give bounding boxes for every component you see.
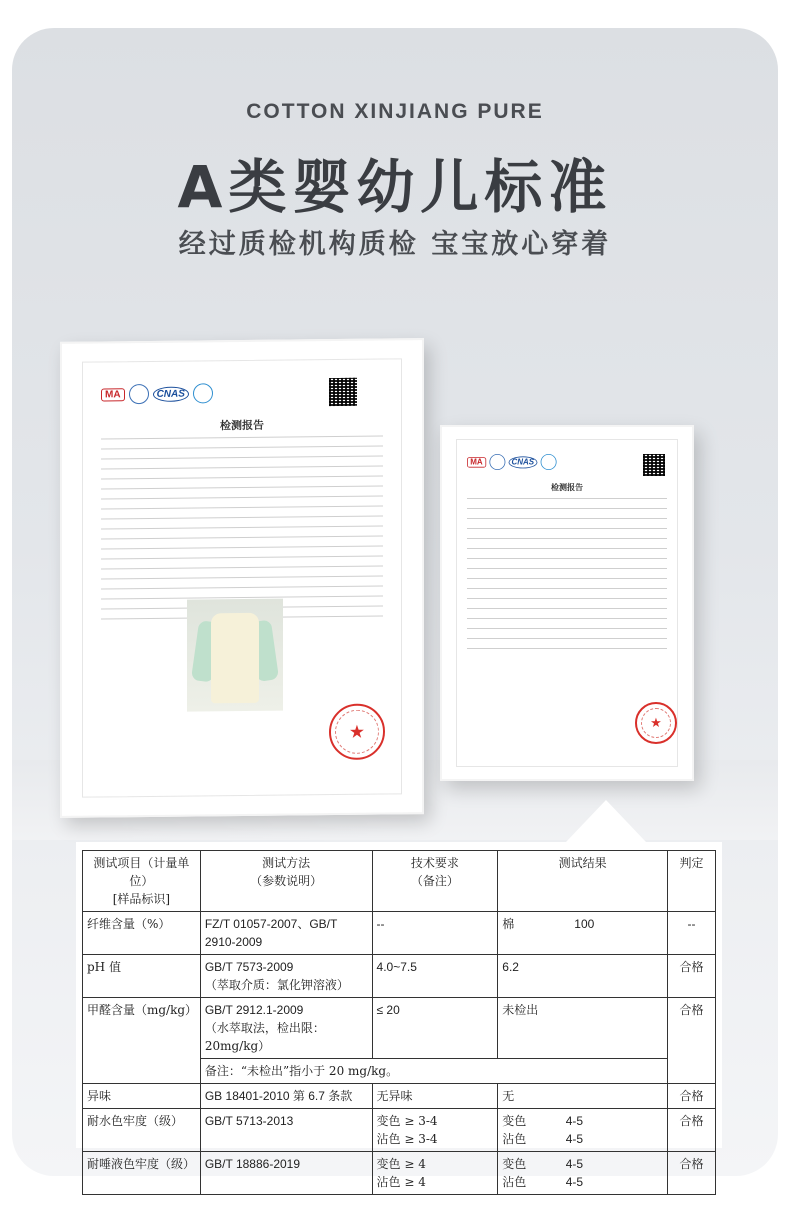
row-saliva-result: 变色 4-5 沾色 4-5 (498, 1152, 668, 1195)
table-header-row (83, 851, 716, 912)
row-formaldehyde-requirement: ≤ 20 (372, 998, 498, 1059)
header-verdict: 判定 (668, 851, 716, 912)
row-odor-requirement: 无异味 (372, 1084, 498, 1109)
report-table-lines (467, 498, 667, 658)
header-test-item: 测试项目（计量单位） [样品标识] (83, 851, 201, 912)
row-saliva-item: 耐唾液色牢度（级） (83, 1152, 201, 1195)
row-formaldehyde-verdict: 合格 (668, 998, 716, 1084)
header-test-method: 测试方法 （参数说明） (200, 851, 372, 912)
table-row (83, 1152, 716, 1195)
accreditation-badge-icon (193, 383, 213, 403)
page-title: A类婴幼儿标准 (177, 153, 613, 221)
header-requirement: 技术要求 （备注） (372, 851, 498, 912)
row-odor-result: 无 (498, 1084, 668, 1109)
report-title-small: 检测报告 (551, 482, 583, 492)
row-fiber-item: 纤维含量（%） (83, 912, 201, 955)
red-seal-stamp: ★ (329, 704, 385, 761)
cnas-logo: CNAS (153, 386, 189, 401)
qr-code (329, 378, 357, 406)
row-water-method: GB/T 5713-2013 (200, 1109, 372, 1152)
row-fiber-method: FZ/T 01057-2007、GB/T 2910-2009 (200, 912, 372, 955)
certificate-frame-large (60, 338, 424, 818)
subtitle: 经过质检机构质检 宝宝放心穿着 (178, 229, 612, 260)
row-ph-item: pH 值 (83, 955, 201, 998)
row-water-item: 耐水色牢度（级） (83, 1109, 201, 1152)
table-row (83, 1084, 716, 1109)
row-formaldehyde-result: 未检出 (498, 998, 668, 1059)
pointer-arrow (566, 800, 646, 842)
results-table (82, 850, 716, 1195)
fiber-result-label: 棉 (502, 917, 515, 931)
ma-logo: MA (467, 457, 486, 467)
fiber-result-value: 100 (574, 917, 595, 931)
row-water-verdict: 合格 (668, 1109, 716, 1152)
row-water-result: 变色 4-5 沾色 4-5 (498, 1109, 668, 1152)
row-fiber-verdict: -- (668, 912, 716, 955)
row-ph-verdict: 合格 (668, 955, 716, 998)
row-saliva-requirement: 变色 ≥ 4 沾色 ≥ 4 (372, 1152, 498, 1195)
row-formaldehyde-item: 甲醛含量（mg/kg） (83, 998, 201, 1084)
row-formaldehyde-method: GB/T 2912.1-2009 （水萃取法，检出限：20mg/kg） (200, 998, 372, 1059)
report-title: 检测报告 (220, 418, 264, 433)
sample-photo (187, 599, 283, 712)
row-odor-item: 异味 (83, 1084, 201, 1109)
table-row (83, 955, 716, 998)
row-odor-method: GB 18401-2010 第 6.7 条款 (200, 1084, 372, 1109)
cnas-logo: CNAS (508, 456, 537, 468)
tagline: COTTON XINJIANG PURE (246, 100, 544, 123)
row-formaldehyde-remark: 备注：“未检出”指小于 20 mg/kg。 (200, 1059, 667, 1084)
row-odor-verdict: 合格 (668, 1084, 716, 1109)
accreditation-badge-icon (541, 454, 557, 470)
sample-bodysuit (211, 613, 259, 704)
row-ph-requirement: 4.0~7.5 (372, 955, 498, 998)
table-row (83, 1109, 716, 1152)
red-seal-stamp-small: ★ (635, 702, 677, 744)
certification-logos-small (467, 454, 557, 470)
table-row (83, 912, 716, 955)
ilac-logo (489, 454, 505, 470)
qr-code-small (643, 454, 665, 476)
results-table-panel (76, 842, 722, 1189)
certification-logos (101, 383, 213, 404)
row-ph-result: 6.2 (498, 955, 668, 998)
ma-logo: MA (101, 388, 125, 401)
table-row (83, 998, 716, 1059)
row-saliva-verdict: 合格 (668, 1152, 716, 1195)
row-ph-method: GB/T 7573-2009 （萃取介质：氯化钾溶液） (200, 955, 372, 998)
row-fiber-result (498, 912, 668, 955)
row-water-requirement: 变色 ≥ 3-4 沾色 ≥ 3-4 (372, 1109, 498, 1152)
row-fiber-requirement: -- (372, 912, 498, 955)
row-saliva-method: GB/T 18886-2019 (200, 1152, 372, 1195)
header-result: 测试结果 (498, 851, 668, 912)
certificate-paper (82, 358, 402, 797)
ilac-logo (129, 384, 149, 404)
certificate-paper-small (456, 439, 678, 767)
certificate-frame-small (440, 425, 694, 781)
